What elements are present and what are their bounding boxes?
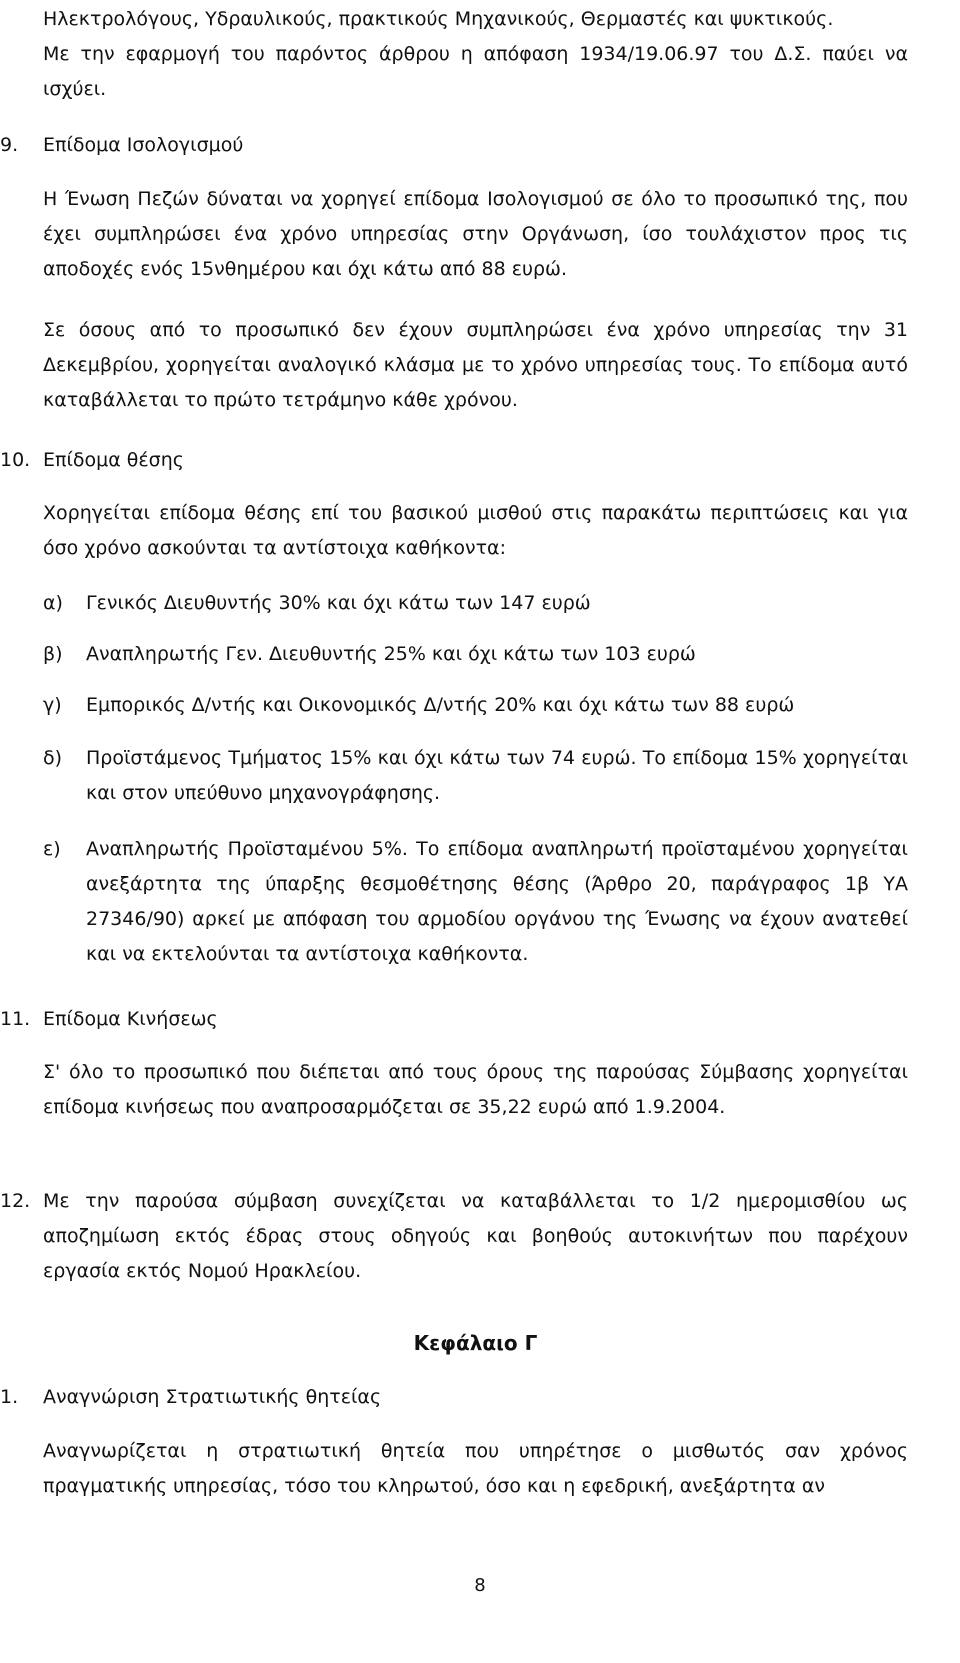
page-number: 8 bbox=[474, 1575, 486, 1596]
list-item bbox=[43, 832, 908, 972]
list-item-text: Αναπληρωτής Γεν. Διευθυντής 25% και όχι κάτω των 103 ευρώ bbox=[86, 643, 696, 665]
chapter-section-1-paragraph: Αναγνωρίζεται η στρατιωτική θητεία που υπηρέτησε ο μισθωτός σαν χρόνος πραγματικής υπηρεσίας, τόσο του κληρωτού, όσο και η εφεδρική, ανεξάρτητα αν bbox=[43, 1440, 908, 1497]
section-12 bbox=[0, 1184, 908, 1289]
section-9-paragraph-1: Η Ένωση Πεζών δύναται να χορηγεί επίδομα Ισολογισμού σε όλο το προσωπικό της, που έχει συμπληρώσει ένα χρόνο υπηρεσίας στην Οργάνωση, ίσο τουλάχιστον προς τις αποδοχές ενός 15νθημέρου και όχι κάτω από 88 ευρώ. bbox=[43, 188, 908, 280]
section-10-heading bbox=[0, 443, 184, 478]
section-9-number: 9. bbox=[0, 134, 19, 156]
list-item-text: Εμπορικός Δ/ντής και Οικονομικός Δ/ντής 20% και όχι κάτω των 88 ευρώ bbox=[86, 694, 795, 716]
section-10-title: Επίδομα θέσης bbox=[43, 449, 184, 471]
list-item bbox=[43, 688, 908, 723]
section-11-heading bbox=[0, 1002, 218, 1037]
chapter-section-1-heading bbox=[0, 1380, 382, 1415]
list-item-label: β) bbox=[43, 643, 63, 665]
list-item-label: δ) bbox=[43, 747, 63, 769]
section-9-paragraph-2: Σε όσους από το προσωπικό δεν έχουν συμπληρώσει ένα χρόνο υπηρεσίας την 31 Δεκεμβρίου, χορηγείται αναλογικό κλάσμα με το χρόνο υπηρεσίας τους. Το επίδομα αυτό καταβάλλεται το πρώτο τετράμηνο κάθε χρόνου. bbox=[43, 319, 908, 411]
intro-line-2: Με την εφαρμογή του παρόντος άρθρου η απόφαση 1934/19.06.97 του Δ.Σ. παύει να ισχύει. bbox=[43, 43, 908, 100]
section-12-text: Με την παρούσα σύμβαση συνεχίζεται να καταβάλλεται το 1/2 ημερομισθίου ως αποζημίωση εκτός έδρας στους οδηγούς και βοηθούς αυτοκινήτων που παρέχουν εργασία εκτός Νομού Ηρακλείου. bbox=[43, 1190, 908, 1282]
list-item bbox=[43, 586, 908, 621]
section-9-heading bbox=[0, 128, 244, 163]
section-11-paragraph: Σ' όλο το προσωπικό που διέπεται από τους όρους της παρούσας Σύμβασης χορηγείται επίδομα κινήσεως που αναπροσαρμόζεται σε 35,22 ευρώ από 1.9.2004. bbox=[43, 1061, 908, 1118]
section-10-number: 10. bbox=[0, 449, 31, 471]
list-item-text: Αναπληρωτής Προϊσταμένου 5%. Το επίδομα αναπληρωτή προϊσταμένου χορηγείται ανεξάρτητα της ύπαρξης θεσμοθέτησης θέσης (Άρθρο 20, παράγραφος 1β ΥΑ 27346/90) αρκεί με απόφαση του αρμοδίου οργάνου της Ένωσης να έχουν ανατεθεί και να εκτελούνται τα αντίστοιχα καθήκοντα. bbox=[86, 838, 908, 965]
intro-line-1: Ηλεκτρολόγους, Υδραυλικούς, πρακτικούς Μηχανικούς, Θερμαστές και ψυκτικούς. bbox=[43, 8, 834, 30]
section-12-number: 12. bbox=[0, 1190, 31, 1212]
chapter-heading: Κεφάλαιο Γ bbox=[413, 1331, 538, 1355]
section-11-title: Επίδομα Κινήσεως bbox=[43, 1008, 218, 1030]
list-item-label: ε) bbox=[43, 838, 61, 860]
list-item-text: Γενικός Διευθυντής 30% και όχι κάτω των 147 ευρώ bbox=[86, 592, 591, 614]
list-item bbox=[43, 741, 908, 811]
chapter-section-1-number: 1. bbox=[0, 1386, 19, 1408]
list-item-label: α) bbox=[43, 592, 63, 614]
section-10-paragraph: Χορηγείται επίδομα θέσης επί του βασικού μισθού στις παρακάτω περιπτώσεις και για όσο χρόνο ασκούνται τα αντίστοιχα καθήκοντα: bbox=[43, 502, 908, 559]
section-11-number: 11. bbox=[0, 1008, 31, 1030]
list-item bbox=[43, 637, 908, 672]
list-item-text: Προϊστάμενος Τμήματος 15% και όχι κάτω των 74 ευρώ. Το επίδομα 15% χορηγείται και στον υπεύθυνο μηχανογράφησης. bbox=[86, 747, 908, 804]
section-9-title: Επίδομα Ισολογισμού bbox=[43, 134, 244, 156]
list-item-label: γ) bbox=[43, 694, 62, 716]
chapter-section-1-title: Αναγνώριση Στρατιωτικής θητείας bbox=[43, 1386, 382, 1408]
